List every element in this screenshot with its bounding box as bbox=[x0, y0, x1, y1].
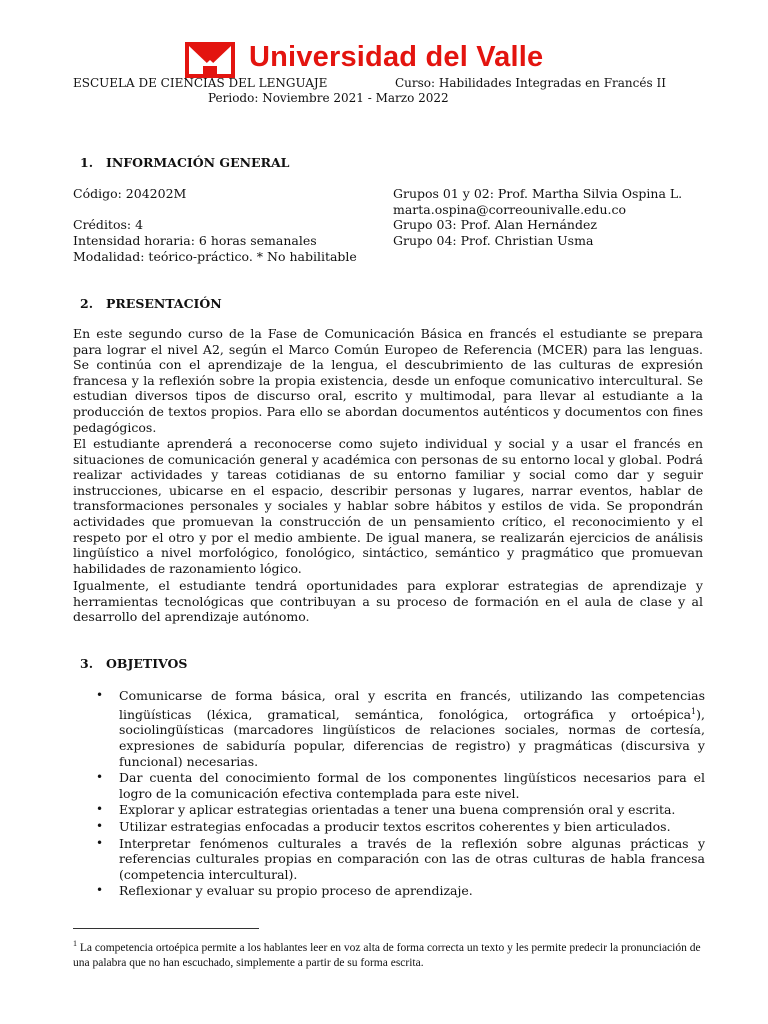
course-intensity: Intensidad horaria: 6 horas semanales bbox=[73, 233, 317, 248]
group-03: Grupo 03: Prof. Alan Hernández bbox=[393, 217, 597, 232]
list-item: • Dar cuenta del conocimiento formal de los componentes lingüísticos necesarios para el logro de la comunicación efectiva contemplada para este nivel. bbox=[96, 770, 705, 801]
period: Periodo: Noviembre 2021 - Marzo 2022 bbox=[208, 91, 449, 105]
section-heading-objectives: 3. OBJETIVOS bbox=[80, 656, 188, 671]
presentation-paragraph-3: Igualmente, el estudiante tendrá oportunidades para explorar estrategias de aprendizaje y herramientas tecnológicas que contribuyan a su proceso de formación en el aula de clase y al desarrollo del aprendizaje autónomo. bbox=[73, 578, 703, 625]
course-modality: Modalidad: teórico-práctico. * No habilitable bbox=[73, 249, 357, 264]
objectives-list bbox=[73, 688, 705, 900]
bullet-icon: • bbox=[96, 770, 104, 785]
school-name: ESCUELA DE CIENCIAS DEL LENGUAJE bbox=[73, 76, 328, 90]
section-heading-general: 1. INFORMACIÓN GENERAL bbox=[80, 155, 290, 170]
footnote-ref: 1 bbox=[691, 706, 697, 716]
university-logo-icon bbox=[185, 42, 235, 78]
list-item: • Interpretar fenómenos culturales a través de la reflexión sobre algunas prácticas y referencias culturales propias en comparación con las de otras culturas de habla francesa (competencia intercultural). bbox=[96, 835, 705, 882]
bullet-icon: • bbox=[96, 818, 104, 833]
bullet-icon: • bbox=[96, 802, 104, 817]
bullet-icon: • bbox=[96, 883, 104, 898]
section-heading-presentation: 2. PRESENTACIÓN bbox=[80, 296, 222, 311]
bullet-icon: • bbox=[96, 835, 104, 850]
presentation-paragraph-1: En este segundo curso de la Fase de Comunicación Básica en francés el estudiante se prepara para lograr el nivel A2, según el Marco Común Europeo de Referencia (MCER) para las lenguas. Se continúa con el aprendizaje de la lengua, el descubrimiento de las culturas de expresión francesa y la reflexión sobre la propia existencia, desde un enfoque comunicativo intercultural. Se estudian diversos tipos de discurso oral, escrito y multimodal, para llevar al estudiante a la producción de textos propios. Para ello se abordan documentos auténticos y documentos con fines pedagógicos. bbox=[73, 326, 703, 435]
footnote-divider bbox=[73, 928, 259, 929]
footnote-mark: 1 bbox=[73, 939, 77, 948]
list-item: • Reflexionar y evaluar su propio proceso de aprendizaje. bbox=[96, 883, 473, 899]
presentation-paragraph-2: El estudiante aprenderá a reconocerse como sujeto individual y social y a usar el francés en situaciones de comunicación general y académica con personas de su entorno local y global. Podrá realizar actividades y tareas cotidianas de su entorno familiar y social como dar y seguir instrucciones, ubicarse en el espacio, describir personas y lugares, narrar eventos, hablar de transformaciones personales y sociales y hablar sobre hábitos y estilos de vida. Se propondrán actividades que promuevan la construcción de un pensamiento crítico, el reconocimiento y el respeto por el otro y por el medio ambiente. De igual manera, se realizarán ejercicios de análisis lingüístico a nivel morfológico, fonológico, sintáctico, semántico y pragmático que promuevan habilidades de razonamiento lógico. bbox=[73, 436, 703, 576]
professor-email: marta.ospina@correounivalle.edu.co bbox=[393, 202, 627, 217]
course-credits: Créditos: 4 bbox=[73, 217, 144, 232]
footnote: $^1$ La competencia ortoépica permite a los hablantes leer en voz alta de forma correcta un texto y les permite predecir la pronunciación de una palabra que no han escuchado, simplemente a partir de su forma escrita. bbox=[73, 939, 701, 970]
university-name: Universidad del Valle bbox=[249, 41, 544, 73]
course-name: Curso: Habilidades Integradas en Francés II bbox=[395, 76, 666, 90]
course-code: Código: 204202M bbox=[73, 186, 187, 201]
list-item: • Explorar y aplicar estrategias orientadas a tener una buena comprensión oral y escrita. bbox=[96, 802, 676, 818]
list-item: • Comunicarse de forma básica, oral y escrita en francés, utilizando las competencias lingüísticas (léxica, gramatical, semántica, fonológica, ortográfica y ortoépica$^1$), sociolingüísticas (marcadores lingüísticos de relaciones sociales, normas de cortesía, expresiones de sabiduría popular, diferencias de registro) y pragmáticas (discursiva y funcional) necesarias. bbox=[96, 688, 705, 769]
group-04: Grupo 04: Prof. Christian Usma bbox=[393, 233, 594, 248]
bullet-icon: • bbox=[96, 688, 104, 702]
groups-01-02: Grupos 01 y 02: Prof. Martha Silvia Ospina L. bbox=[393, 186, 683, 201]
list-item: • Utilizar estrategias enfocadas a producir textos escritos coherentes y bien articulados. bbox=[96, 818, 671, 834]
